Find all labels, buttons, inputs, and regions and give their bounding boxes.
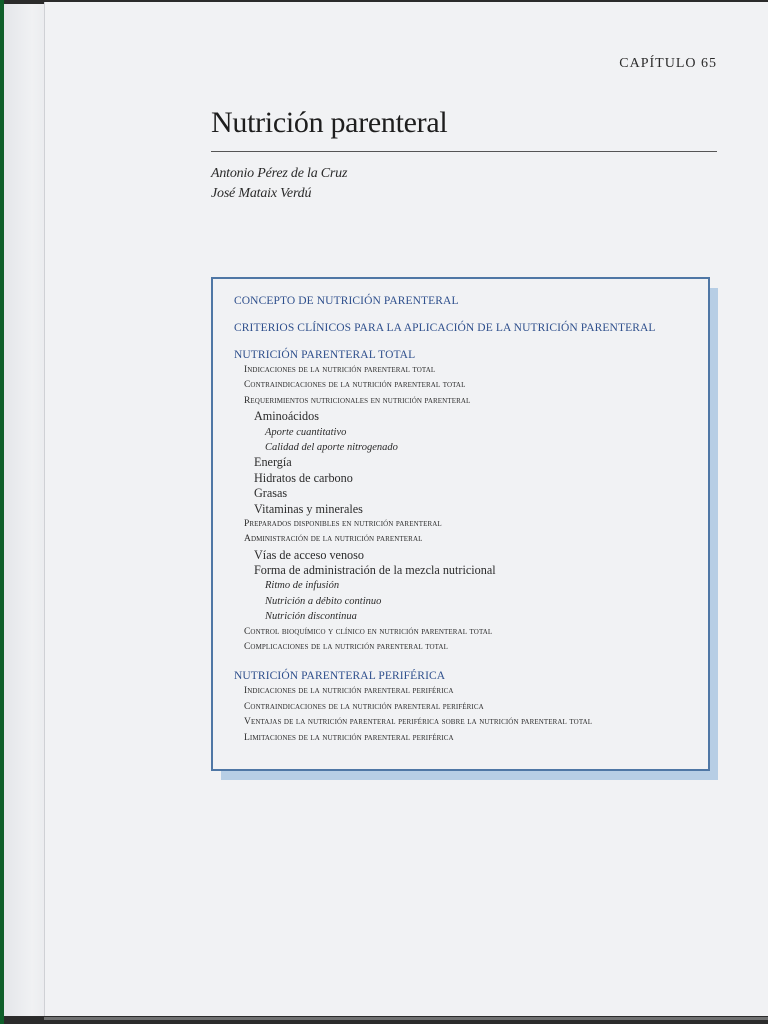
page-bottom-edge <box>44 1017 768 1020</box>
toc-entry-level-1: Contraindicaciones de la nutrición parenteral periférica <box>244 701 484 712</box>
toc-entry-level-1: Requerimientos nutricionales en nutrición parenteral <box>244 395 471 406</box>
toc-entry-level-1: Control bioquímico y clínico en nutrición parenteral total <box>244 626 493 637</box>
toc-box <box>211 277 710 771</box>
toc-entry-level-1: Preparados disponibles en nutrición parenteral <box>244 518 442 529</box>
toc-entry-level-2: Vitaminas y minerales <box>254 501 363 516</box>
toc-section-heading: CRITERIOS CLÍNICOS PARA LA APLICACIÓN DE LA NUTRICIÓN PARENTERAL <box>234 322 656 334</box>
toc-section-heading: CONCEPTO DE NUTRICIÓN PARENTERAL <box>234 295 459 307</box>
chapter-title: Nutrición parenteral <box>211 106 448 139</box>
toc-entry-level-2: Aminoácidos <box>254 409 319 424</box>
toc-entry-level-3: Ritmo de infusión <box>265 580 340 592</box>
chapter-label: CAPÍTULO 65 <box>619 56 717 71</box>
toc-entry-level-2: Energía <box>254 455 292 470</box>
toc-entry-level-1: Indicaciones de la nutrición parenteral total <box>244 365 436 375</box>
toc-entry-level-2: Forma de administración de la mezcla nutricional <box>254 563 496 578</box>
toc-entry-level-1: Contraindicaciones de la nutrición parenteral total <box>244 380 466 391</box>
toc-entry-level-1: Administración de la nutrición parenteral <box>244 534 423 545</box>
toc-section-heading: NUTRICIÓN PARENTERAL TOTAL <box>234 349 416 361</box>
toc-entry-level-2: Vías de acceso venoso <box>254 547 364 562</box>
toc-section-heading: NUTRICIÓN PARENTERAL PERIFÉRICA <box>234 670 446 683</box>
author-1: Antonio Pérez de la Cruz <box>211 166 348 181</box>
toc-entry-level-2: Hidratos de carbono <box>254 470 353 485</box>
toc-list <box>234 295 698 746</box>
toc-entry-level-3: Aporte cuantitativo <box>265 426 347 438</box>
toc-entry-level-1: Indicaciones de la nutrición parenteral periférica <box>244 686 454 697</box>
authors <box>211 164 347 204</box>
book-page <box>44 2 768 1016</box>
toc-entry-level-3: Nutrición discontinua <box>265 611 357 623</box>
toc-entry-level-1: Complicaciones de la nutrición parenteral total <box>244 642 448 653</box>
title-rule <box>211 151 717 152</box>
toc-entry-level-1: Ventajas de la nutrición parenteral periférica sobre la nutrición parenteral total <box>244 717 593 728</box>
toc-entry-level-2: Grasas <box>254 486 288 501</box>
toc-entry-level-3: Nutrición a débito continuo <box>265 595 382 607</box>
author-2: José Mataix Verdú <box>211 186 312 201</box>
toc-entry-level-3: Calidad del aporte nitrogenado <box>265 441 398 453</box>
toc-entry-level-1: Limitaciones de la nutrición parenteral periférica <box>244 732 454 743</box>
